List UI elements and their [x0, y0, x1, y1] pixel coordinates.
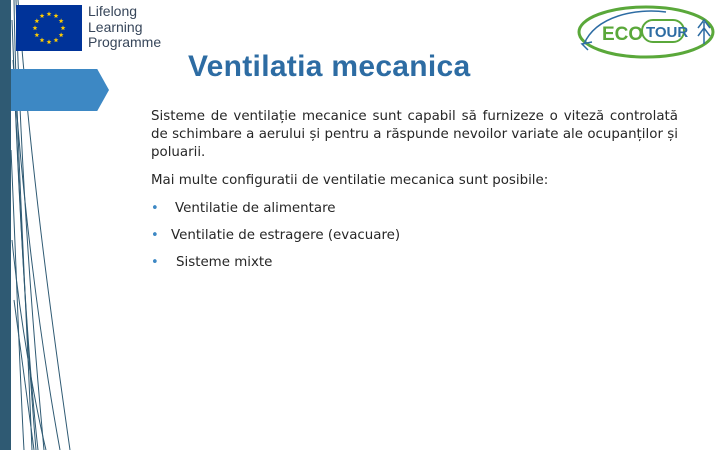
paragraph-description: Sisteme de ventilație mecanice sunt capabil să furnizeze o viteză controlată de schimbare a aerului și pentru a răspunde nevoilor variate ale ocupanților și poluarii.: [151, 109, 678, 160]
slide-body: [151, 108, 678, 281]
arrow-banner-shape: [11, 69, 109, 111]
bullet-dot-icon: •: [151, 255, 159, 270]
bullet-item: [151, 227, 678, 254]
bullet-list: [151, 200, 678, 281]
bullet-dot-icon: •: [151, 228, 159, 243]
eco-logo-text-tour: TOUR: [646, 24, 689, 41]
lifelong-learning-programme-logo-text: [88, 4, 178, 51]
logo-line: Programme: [88, 34, 162, 50]
bullet-item: [151, 254, 678, 281]
eco-logo-text-eco: ECO: [602, 24, 644, 45]
ecotour-logo: [576, 4, 716, 60]
bullet-text: Ventilatie de alimentare: [175, 201, 336, 216]
logo-line: Lifelong: [88, 3, 138, 19]
slide-title: Ventilatia mecanica: [188, 50, 471, 83]
decorative-lines: [0, 0, 120, 450]
bullet-dot-icon: •: [151, 201, 159, 216]
logo-line: Learning: [88, 18, 143, 35]
bullet-text: Sisteme mixte: [176, 255, 273, 270]
bullet-text: Ventilatie de estragere (evacuare): [171, 228, 401, 243]
paragraph-intro: Mai multe configuratii de ventilatie mecanica sunt posibile:: [151, 173, 549, 188]
bullet-item: [151, 200, 678, 227]
eu-flag-icon: [16, 5, 82, 51]
